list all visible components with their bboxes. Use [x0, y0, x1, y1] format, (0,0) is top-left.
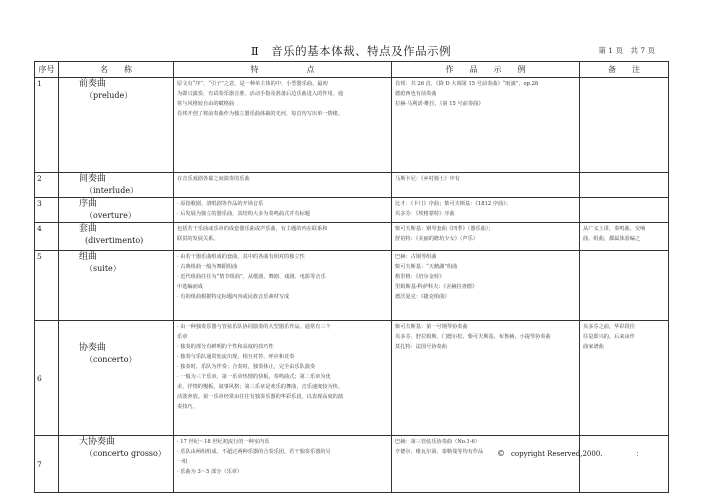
genre-name-cell	[59, 173, 174, 198]
genre-name-cell	[59, 321, 174, 436]
genre-name-en: （interlude）	[85, 186, 139, 195]
genre-name-cell	[59, 78, 174, 173]
genre-name-en: （suite）	[85, 264, 121, 273]
work-line: 柴可夫斯基：“天鹅湖”组曲	[395, 264, 458, 270]
features-cell	[174, 173, 392, 198]
works-cell	[392, 223, 580, 251]
genre-name-en: （prelude）	[85, 91, 133, 100]
work-line: 拉赫·马利诺·维拉，《第 15 号前奏曲》	[395, 101, 484, 107]
work-line: 贝多芬：《埃格蒙特》序曲	[395, 211, 455, 217]
feature-line: 肖邦开创了将前奏曲作为独立器乐曲体裁的先河，每首均写出单一情绪。	[177, 111, 344, 117]
feature-line: 为即兴演奏，有试奏乐器音准、活动手指及准备后边乐曲进入的作用。通	[177, 91, 344, 97]
notes-cell	[580, 251, 669, 321]
feature-line: 美、抒情的慢板，叙事风格；第三乐章是欢乐的舞曲，音乐速度较为快、	[177, 384, 344, 390]
notes-cell	[580, 78, 669, 173]
row-number: 3	[35, 198, 59, 223]
footer-mark: ：	[636, 450, 643, 458]
works-cell	[392, 173, 580, 198]
genre-name-en: （concerto grosso）	[85, 449, 166, 458]
feature-line: · 由一种独奏乐器与管弦乐队协同演奏的大型器乐作品。通常有三个	[177, 324, 331, 330]
feature-line: 原文有“序”、“引子”之意，是一种单主体的中、小型器乐曲。最初	[177, 81, 328, 87]
genre-name-cell	[59, 251, 174, 321]
table-row	[35, 198, 669, 223]
genre-table	[34, 61, 669, 493]
notes-cell	[580, 173, 669, 198]
table-row	[35, 78, 669, 173]
notes-cell	[580, 321, 669, 436]
notes-cell	[580, 223, 669, 251]
feature-line: · 乐曲为 3～5 部分（乐章）	[177, 469, 243, 475]
works-cell	[392, 251, 580, 321]
work-line: 里姆斯基-科萨科夫：《舍赫拉查德》	[395, 284, 478, 290]
feature-line: · 原指歌剧、清唱剧等作品的开场音乐	[177, 201, 264, 207]
row-number: 2	[35, 173, 59, 198]
work-line: 巴赫：第三管弦乐协奏曲（No.1-6）	[395, 439, 481, 445]
work-line: 亨德尔、维瓦尔第、泰勒曼等均有作品	[395, 449, 484, 455]
row-number: 5	[35, 251, 59, 321]
features-cell	[174, 223, 392, 251]
feature-line: 乐章	[177, 334, 188, 340]
work-line: 柴可夫斯基：第一号钢琴协奏曲	[395, 324, 468, 330]
notes-cell	[580, 436, 669, 493]
genre-name-cn: 组曲	[79, 252, 98, 262]
features-cell	[174, 436, 392, 493]
features-cell	[174, 198, 392, 223]
genre-name-cn: 前奏曲	[79, 79, 107, 89]
work-line: 贝多芬、舒拉姆斯、门德尔松、柴可夫斯基、布鲁赫，小提琴协奏曲	[395, 334, 551, 340]
row-number: 1	[35, 78, 59, 173]
work-line: 德彪西也有前奏曲	[395, 91, 437, 97]
feature-line: 常与风格较自由的赋格曲	[177, 101, 235, 107]
column-header: 序号	[35, 62, 59, 78]
work-line: 比才：《卡门》序曲；柴可夫斯基：《1812 序曲》；	[395, 201, 511, 207]
feature-line: 一组	[177, 459, 188, 465]
table-row	[35, 321, 669, 436]
note-line: 从广义上讲，奏鸣曲、交响	[583, 226, 646, 232]
features-cell	[174, 251, 392, 321]
copyright-text: copyright Reserved,2000.	[511, 450, 603, 458]
genre-name-cell	[59, 223, 174, 251]
works-cell	[392, 436, 580, 493]
feature-line: 包括若干乐曲或乐章的成套器乐曲或声乐曲，有主题的内在联系和	[177, 226, 328, 232]
work-line: 马斯卡尼：《乡村骑士》中有	[395, 176, 460, 182]
genre-name-en: (divertimento)	[85, 236, 144, 245]
work-line: 巴赫：古钢琴组曲	[395, 254, 437, 260]
note-line: 往是即兴的，后来由作	[583, 334, 635, 340]
table-header-row	[35, 62, 669, 78]
column-header: 特 点	[174, 62, 392, 78]
feature-line: · 由若干器乐曲组成的套曲，其中的各曲有相对的独立性	[177, 254, 305, 260]
table-row	[35, 223, 669, 251]
row-number: 4	[35, 223, 59, 251]
genre-name-en: （overture）	[85, 211, 136, 220]
feature-line: 在音乐戏剧各幕之间演奏的乐曲	[177, 176, 250, 182]
feature-line: · 后发展为独立的器乐曲，其结构大多为奏鸣曲式并有标题	[177, 211, 310, 217]
work-line: 莫扎特：法国号协奏曲	[395, 344, 447, 350]
genre-name-en: （concerto）	[85, 355, 137, 364]
genre-name-cn: 套曲	[79, 224, 98, 234]
genre-name-cn: 间奏曲	[79, 174, 107, 184]
work-line: 肖邦：共 26 首，《降 D 大调第 15 号前奏曲》“雨滴”，op.28	[395, 81, 539, 87]
note-line: 贝多芬之前，华彩段往	[583, 324, 635, 330]
page-number: 第 1 页 共 7 页	[598, 46, 655, 55]
works-cell	[392, 321, 580, 436]
row-number: 7	[35, 436, 59, 493]
genre-name-cn: 协奏曲	[79, 343, 107, 353]
feature-line: · 有的组曲根据特定标题内容或民族音乐素材写成	[177, 294, 290, 300]
feature-line: 联贯的发展关系。	[177, 236, 219, 242]
feature-line: · 一般为三个乐章，第一乐章热情的快板，奏鸣曲式；第二乐章为优	[177, 374, 331, 380]
copyright-symbol: ©	[497, 449, 505, 458]
table-row	[35, 173, 669, 198]
features-cell	[174, 321, 392, 436]
genre-name-cell	[59, 436, 174, 493]
work-line: 柴可夫斯基：钢琴套曲《四季》（器乐曲）；	[395, 226, 494, 232]
note-line: 曲、组曲，都属体验编之	[583, 236, 641, 242]
page-title: Ⅱ 音乐的基本体裁、特点及作品示例	[250, 44, 452, 58]
feature-line: · 17 世纪～18 世纪初流行的一种室内乐	[177, 439, 270, 445]
feature-line: · 近代组曲往往为“情节组曲”，从歌剧、舞剧、戏剧、电影等音乐	[177, 274, 326, 280]
table-row	[35, 436, 669, 493]
notes-cell	[580, 198, 669, 223]
column-header: 作 品 示 例	[392, 62, 580, 78]
feature-line: · 古典组曲一般为舞蹈组曲	[177, 264, 238, 270]
feature-line: 活泼奔放。第一乐章经常由往往有独奏乐器的华彩乐段，以表现高度的演	[177, 394, 344, 400]
genre-name-cn: 大协奏曲	[79, 437, 116, 447]
genre-name-cell	[59, 198, 174, 223]
feature-line: 中选编而成	[177, 284, 203, 290]
feature-line: · 独奏的部分有鲜明的个性和高度的技巧性	[177, 344, 274, 350]
table-row	[35, 251, 669, 321]
feature-line: · 独奏时，乐队为伴奏；合奏时，独奏休止，完全由乐队演奏	[177, 364, 316, 370]
works-cell	[392, 198, 580, 223]
feature-line: · 乐队由两组组成，不超过两种乐器的合奏乐团，若干独奏乐器的另	[177, 449, 331, 455]
works-cell	[392, 78, 580, 173]
features-cell	[174, 78, 392, 173]
column-header: 备 注	[580, 62, 669, 78]
work-line: 格里格：《培尔金特》	[395, 274, 445, 280]
work-line: 德沃夏克：《捷克组曲》	[395, 294, 450, 300]
genre-name-cn: 序曲	[79, 199, 98, 209]
column-header: 名 称	[59, 62, 174, 78]
work-line: 舒伯特：《美丽的磨坊少女》（声乐）	[395, 236, 478, 242]
note-line: 曲家谱曲	[583, 344, 604, 350]
row-number: 6	[35, 321, 59, 436]
feature-line: 奏技巧。	[177, 404, 198, 410]
feature-line: · 独奏与乐队通常轮流出现，相互对答、呼应和竞奏	[177, 354, 295, 360]
copyright-notice	[497, 449, 603, 458]
